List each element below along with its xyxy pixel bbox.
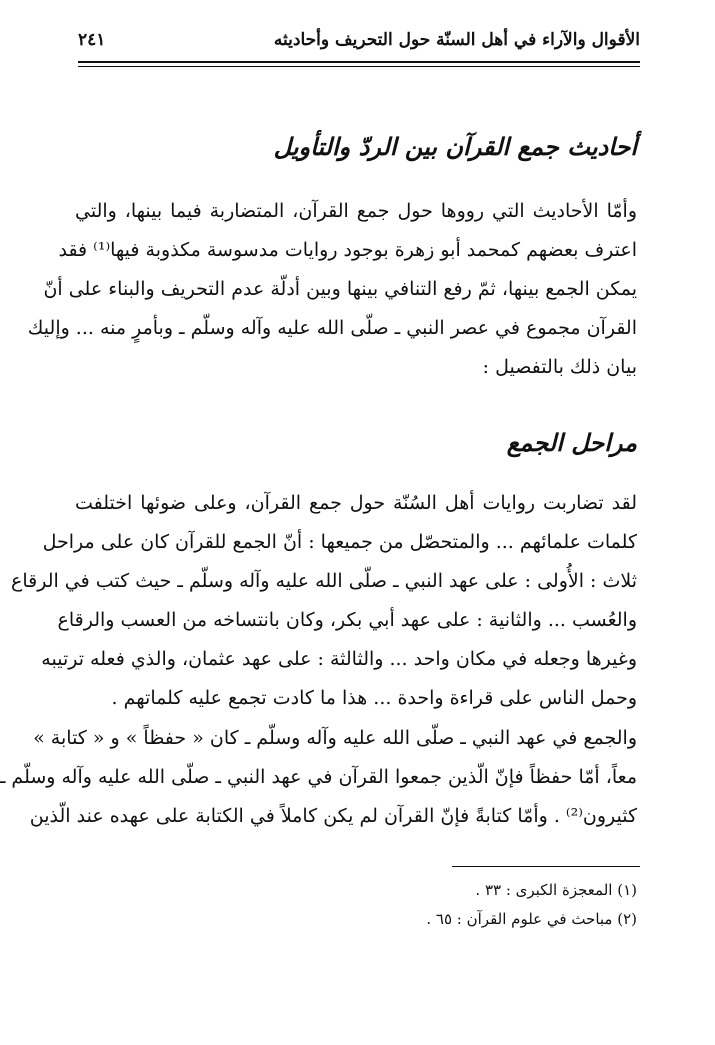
text-line: اعترف بعضهم كمحمد أبو زهرة بوجود روايات مدسوسة مكذوبة فيها⁽¹⁾ فقد [58,239,637,261]
text-line: كثيرون⁽²⁾ . وأمّا كتابةً فإنّ القرآن لم يكن كاملاً في الكتابة على عهده عند الّذين [29,805,637,827]
page-number: ٢٤١ [78,30,106,50]
text-line: والجمع في عهد النبي ـ صلّى الله عليه وآله وسلّم ـ كان « حفظاً » و « كتابة » [33,727,637,749]
section-heading-hadith-collection: أحاديث جمع القرآن بين الردّ والتأويل [273,132,637,161]
text-line: وحمل الناس على قراءة واحدة ... هذا ما كادت تجمع عليه كلماتهم . [111,687,637,709]
text-line: لقد تضاربت روايات أهل السُنّة حول جمع القرآن، وعلى ضوئها اختلفت [75,492,637,514]
paragraph-prophet-era [0,719,637,836]
text-line: معاً، أمّا حفظاً فإنّ الّذين جمعوا القرآن في عهد النبي ـ صلّى الله عليه وآله وسلّم ـ [0,766,637,788]
text-line: كلمات علمائهم ... والمتحصّل من جميعها : أنّ الجمع للقرآن كان على مراحل [42,531,637,553]
paragraph-intro [27,192,637,387]
text-line: وغيرها وجعله في مكان واحد ... والثالثة : على عهد عثمان، والذي فعله ترتيبه [41,648,637,670]
footnote-separator [452,866,640,867]
text-line: ثلاث : الأُولى : على عهد النبي ـ صلّى الله عليه وآله وسلّم ـ حيث كتب في الرقاع [11,570,637,592]
section-heading-stages: مراحل الجمع [506,428,637,457]
header-rule-thin [78,66,640,67]
running-title: الأقوال والآراء في أهل السنّة حول التحريف وأحاديثه [273,30,640,50]
header-rule-thick [78,61,640,63]
text-line: والعُسب ... والثانية : على عهد أبي بكر، وكان بانتساخه من العسب والرقاع [57,609,637,631]
paragraph-stages [11,484,637,718]
text-line: بيان ذلك بالتفصيل : [482,356,637,378]
footnote-2: (٢) مباحث في علوم القرآن : ٦٥ . [426,910,637,928]
text-line: يمكن الجمع بينها، ثمّ رفع التنافي بينها وبين أدلّة عدم التحريف والبناء على أنّ [43,278,637,300]
footnote-1: (١) المعجزة الكبرى : ٣٣ . [475,881,637,899]
text-line: القرآن مجموع في عصر النبي ـ صلّى الله عليه وآله وسلّم ـ وبأمرٍ منه ... وإليك [27,317,637,339]
text-line: وأمّا الأحاديث التي رووها حول جمع القرآن، المتضاربة فيما بينها، والتي [75,200,637,222]
footnotes [75,876,637,934]
running-header [78,28,640,58]
